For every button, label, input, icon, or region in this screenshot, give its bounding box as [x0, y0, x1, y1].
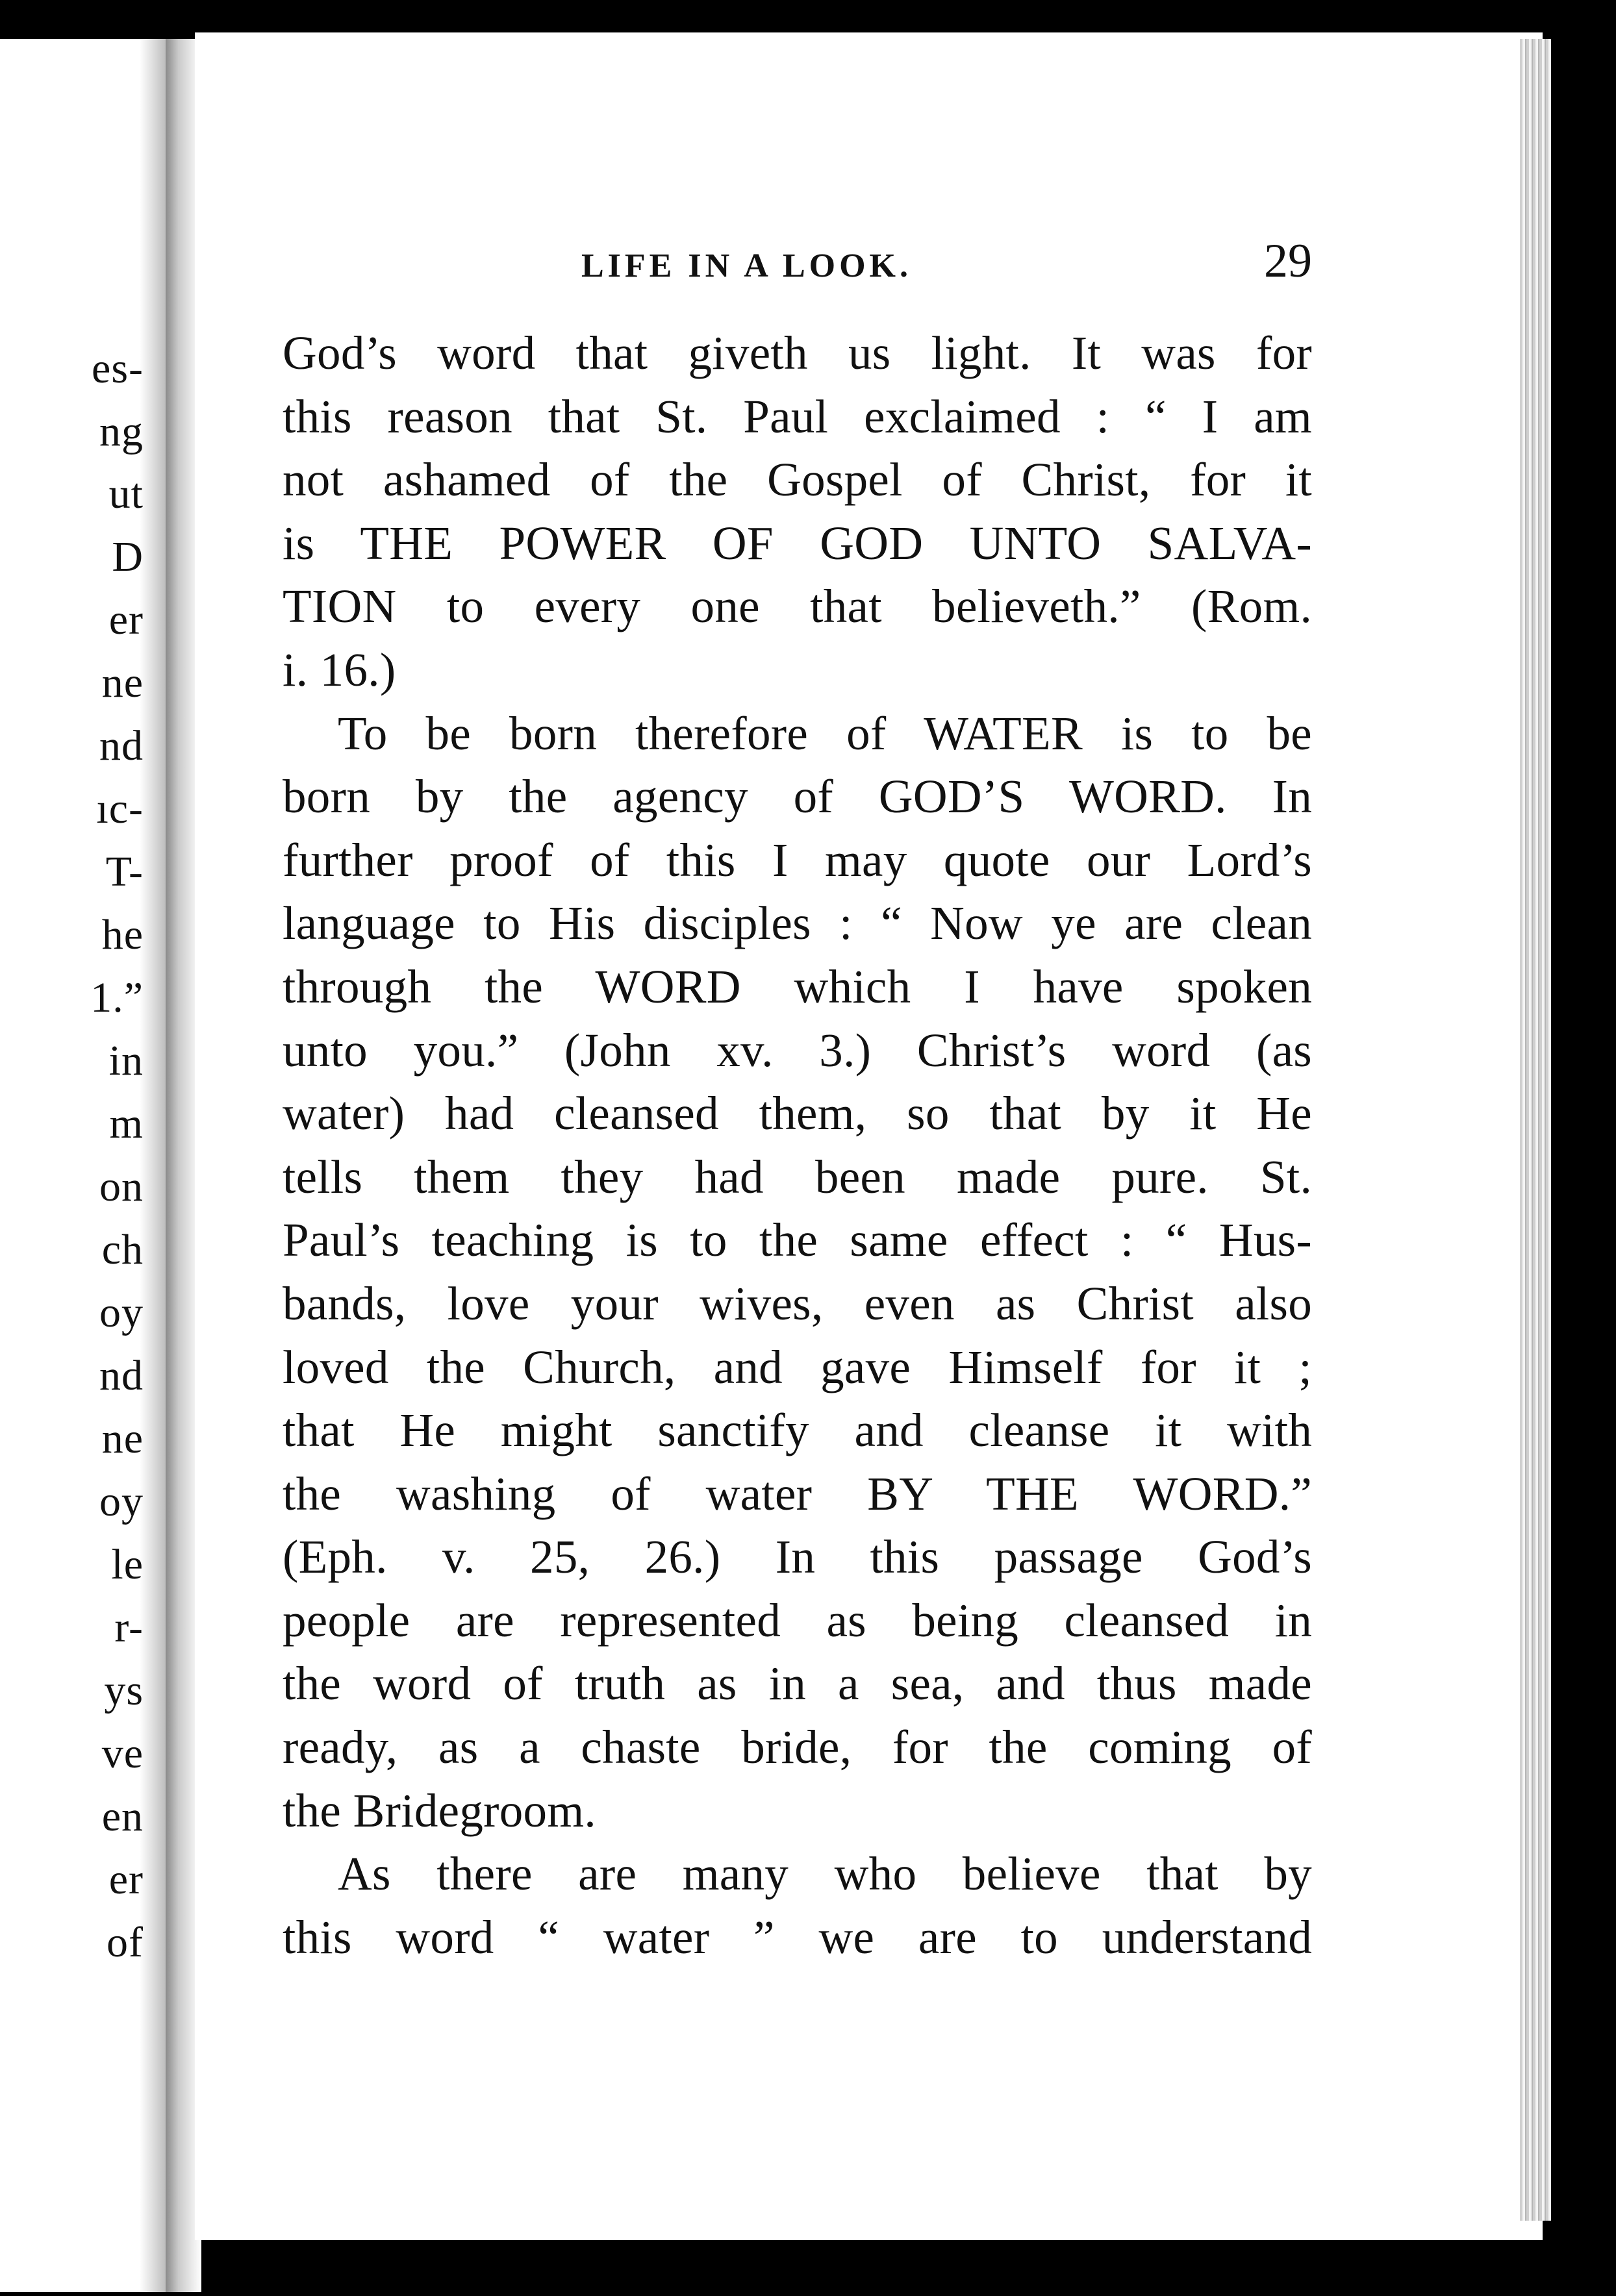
- text-line: not ashamed of the Gospel of Christ, for it: [283, 453, 1312, 506]
- previous-page-line: en: [101, 1793, 144, 1840]
- text-line: that He might sanctify and cleanse it with: [283, 1404, 1312, 1457]
- previous-page-line: D: [112, 533, 144, 580]
- text-line: (Eph. v. 25, 26.) In this passage God’s: [283, 1530, 1312, 1584]
- previous-page-line: oy: [99, 1478, 144, 1525]
- previous-page-line: le: [111, 1541, 144, 1588]
- text-line: As there are many who believe that by: [338, 1847, 1312, 1901]
- previous-page-line: oy: [99, 1289, 144, 1336]
- previous-page-line: he: [101, 911, 144, 958]
- page-header: [195, 234, 1312, 292]
- previous-page-line: ut: [108, 470, 144, 518]
- previous-page-fragment: [0, 39, 166, 2292]
- previous-page-line: ng: [99, 408, 144, 455]
- previous-page-line: ne: [101, 1415, 144, 1462]
- text-line: the Bridegroom.: [283, 1784, 596, 1837]
- text-line: TION to every one that believeth.” (Rom.: [283, 580, 1312, 633]
- previous-page-line: m: [109, 1100, 144, 1147]
- text-line: unto you.” (John xv. 3.) Christ’s word (as: [283, 1023, 1312, 1077]
- page-number: 29: [1264, 234, 1312, 288]
- text-line: through the WORD which I have spoken: [283, 960, 1312, 1013]
- text-line: language to His disciples : “ Now ye are clean: [283, 897, 1312, 950]
- gutter-shadow: [140, 39, 166, 2292]
- previous-page-line: of: [107, 1919, 144, 1966]
- text-line: ready, as a chaste bride, for the coming of: [283, 1721, 1312, 1774]
- text-line: loved the Church, and gave Himself for it ;: [283, 1340, 1312, 1393]
- text-line: i. 16.): [283, 643, 396, 696]
- previous-page-line: er: [108, 596, 144, 643]
- previous-page-line: on: [99, 1163, 144, 1210]
- previous-page-line: ıc-: [96, 785, 144, 832]
- text-line: Paul’s teaching is to the same effect : “ Hus-: [283, 1214, 1312, 1267]
- text-line: the washing of water BY THE WORD.”: [283, 1467, 1312, 1520]
- text-line: God’s word that giveth us light. It was for: [283, 327, 1312, 379]
- text-line: tells them they had been made pure. St.: [283, 1150, 1312, 1203]
- text-line: is THE POWER OF GOD UNTO SALVA-: [283, 516, 1312, 569]
- text-line: this reason that St. Paul exclaimed : “ I am: [283, 390, 1312, 443]
- previous-page-line: nd: [99, 722, 144, 769]
- text-line: this word “ water ” we are to understand: [283, 1910, 1312, 1964]
- previous-page-line: ne: [101, 659, 144, 706]
- previous-page-line: T-: [105, 848, 144, 895]
- text-line: born by the agency of GOD’S WORD. In: [283, 770, 1312, 823]
- text-line: people are represented as being cleansed in: [283, 1593, 1312, 1647]
- previous-page-line: in: [108, 1037, 144, 1084]
- previous-page-line: 1.”: [90, 974, 144, 1021]
- text-line: the word of truth as in a sea, and thus made: [283, 1657, 1312, 1710]
- page-body: [283, 321, 1312, 1969]
- previous-page-line: ch: [101, 1226, 144, 1273]
- previous-page-line: ys: [104, 1667, 144, 1714]
- previous-page-line: es-: [92, 345, 144, 392]
- previous-page-line: ve: [101, 1730, 144, 1777]
- text-line: To be born therefore of WATER is to be: [338, 706, 1312, 760]
- text-line: bands, love your wives, even as Christ also: [283, 1277, 1312, 1330]
- text-line: further proof of this I may quote our Lord’s: [283, 833, 1312, 886]
- previous-page-line: r-: [114, 1604, 144, 1651]
- text-line: water) had cleansed them, so that by it He: [283, 1087, 1312, 1140]
- previous-page-line: er: [108, 1856, 144, 1903]
- running-head: LIFE IN A LOOK.: [581, 247, 912, 284]
- previous-page-line: nd: [99, 1352, 144, 1399]
- page-edges: [1520, 39, 1551, 2221]
